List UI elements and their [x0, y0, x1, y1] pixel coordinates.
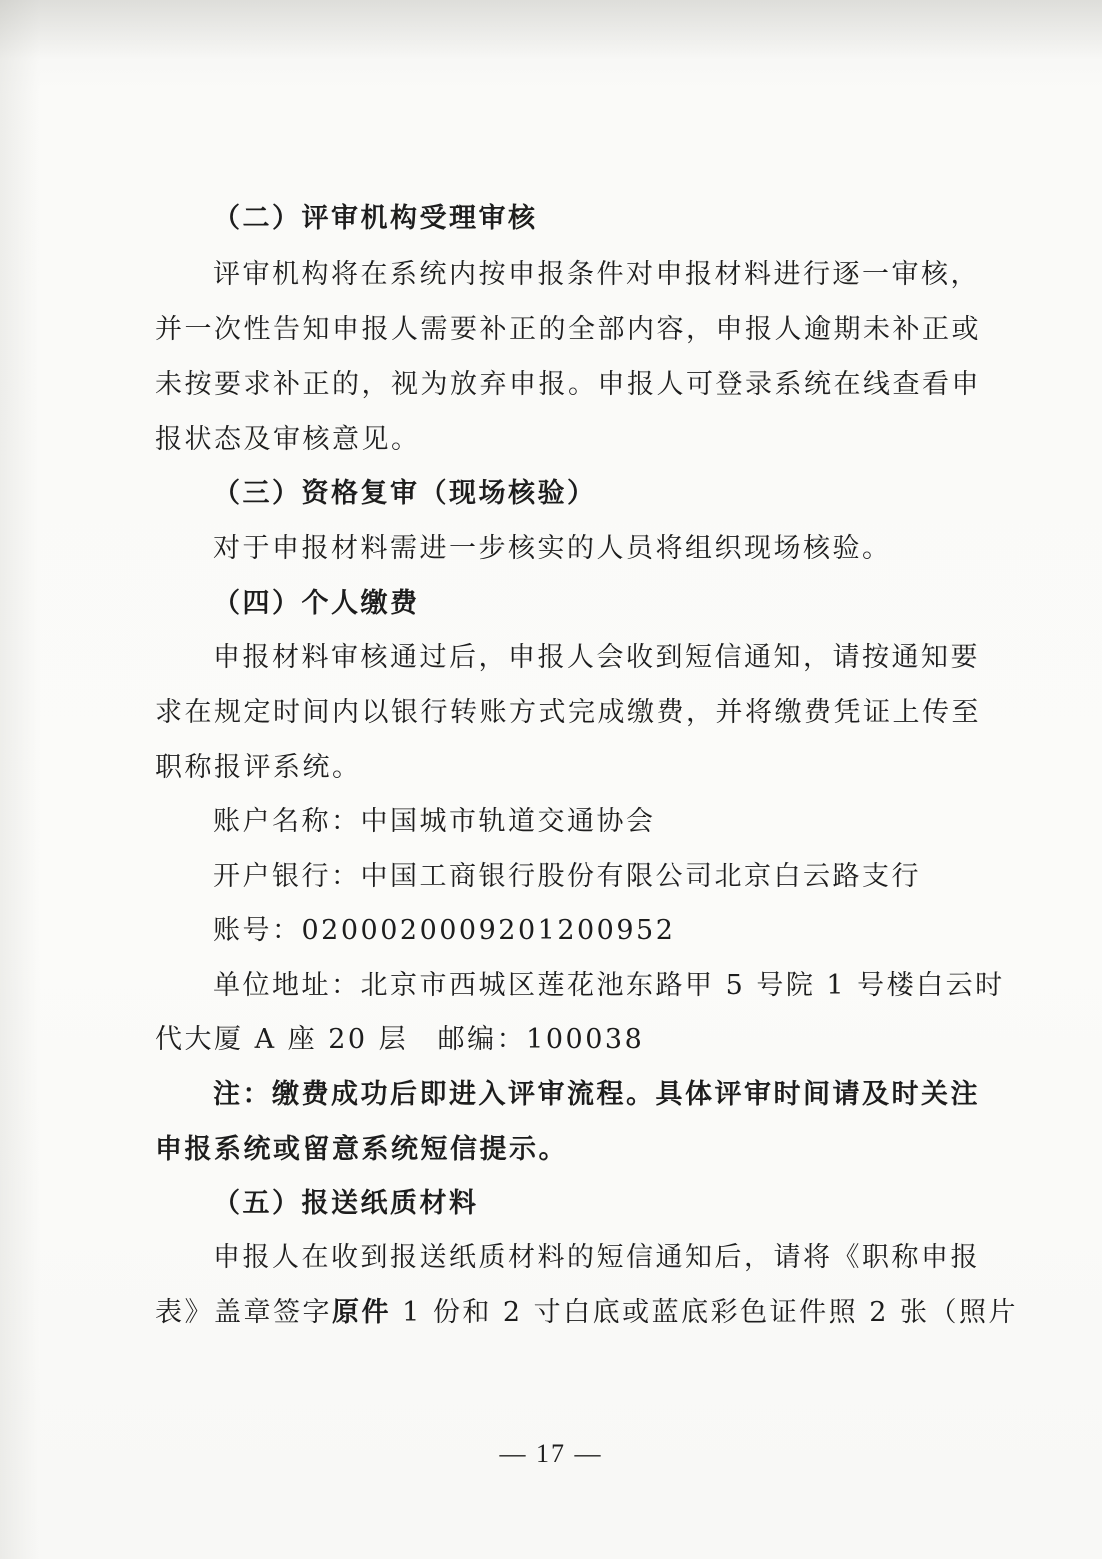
section-heading-4: （四）个人缴费	[213, 588, 420, 619]
section-heading-2: （二）评审机构受理审核	[213, 203, 538, 234]
note-line-cont: 申报系统或留意系统短信提示。	[155, 1134, 568, 1165]
bold-text-span: 原件	[332, 1297, 391, 1328]
note-line: 注：缴费成功后即进入评审流程。具体评审时间请及时关注	[213, 1079, 980, 1110]
paragraph-line: 申报材料审核通过后，申报人会收到短信通知，请按通知要	[213, 642, 980, 673]
account-number-line: 账号：0200020009201200952	[213, 915, 676, 946]
text-span: 1 份和 2 寸白底或蓝底彩色证件照 2 张（照片	[391, 1297, 1019, 1328]
paragraph-line: 报状态及审核意见。	[155, 424, 421, 455]
address-line: 单位地址：北京市西城区莲花池东路甲 5 号院 1 号楼白云时	[213, 970, 1005, 1001]
paragraph-line: 未按要求补正的，视为放弃申报。申报人可登录系统在线查看申	[155, 369, 981, 400]
paragraph-line-last	[155, 1293, 1019, 1333]
paragraph-line: 并一次性告知申报人需要补正的全部内容，申报人逾期未补正或	[155, 314, 981, 345]
paragraph-line: 申报人在收到报送纸质材料的短信通知后，请将《职称申报	[213, 1242, 980, 1273]
account-name-line: 账户名称：中国城市轨道交通协会	[213, 806, 656, 837]
address-line-cont: 代大厦 A 座 20 层 邮编：100038	[155, 1024, 645, 1055]
paragraph-line: 对于申报材料需进一步核实的人员将组织现场核验。	[213, 533, 892, 564]
bank-name-line: 开户银行：中国工商银行股份有限公司北京白云路支行	[213, 861, 921, 892]
paragraph-line: 职称报评系统。	[155, 752, 362, 783]
paragraph-line: 求在规定时间内以银行转账方式完成缴费，并将缴费凭证上传至	[155, 697, 981, 728]
section-heading-5: （五）报送纸质材料	[213, 1188, 479, 1219]
page-number: — 17 —	[499, 1439, 603, 1468]
paragraph-line: 评审机构将在系统内按申报条件对申报材料进行逐一审核，	[213, 259, 980, 290]
text-span: 表》盖章签字	[155, 1297, 332, 1328]
section-heading-3: （三）资格复审（现场核验）	[213, 478, 597, 509]
scan-shadow-left	[0, 0, 40, 1559]
scan-shadow-top	[0, 0, 1102, 60]
